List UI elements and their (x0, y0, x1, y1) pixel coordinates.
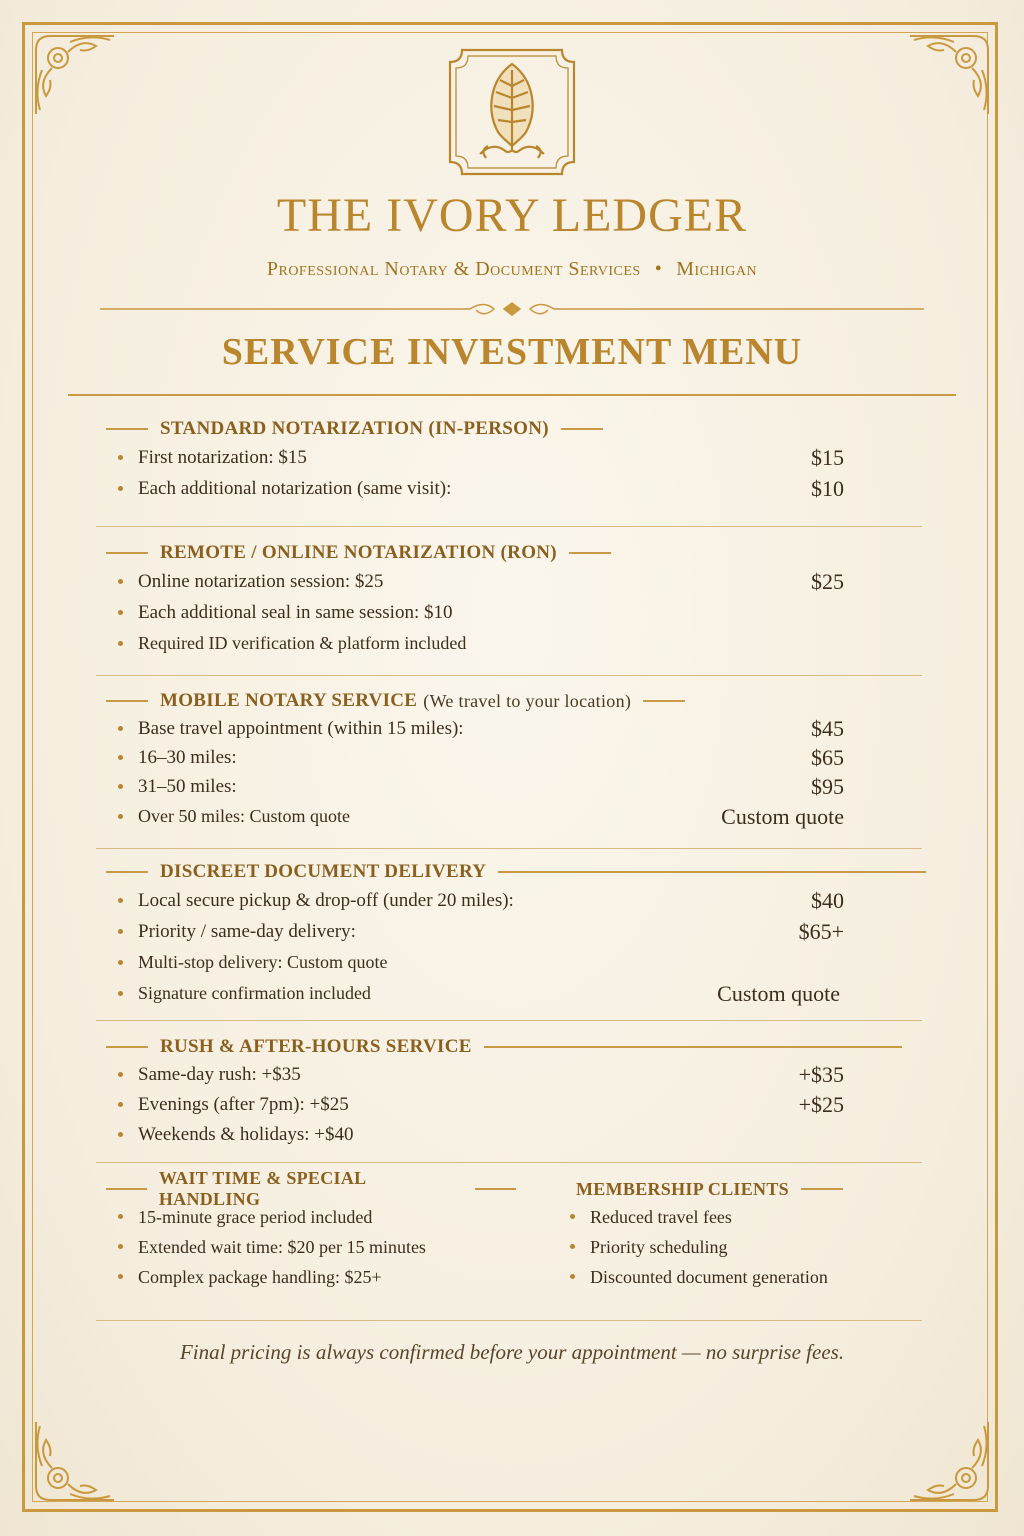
service-label: Extended wait time: $20 per 15 minutes (138, 1236, 426, 1257)
tagline-services: Professional Notary & Document Services (266, 258, 641, 280)
section-divider (96, 526, 922, 527)
section-membership (576, 1176, 896, 1292)
section-remote-notarization (96, 540, 926, 659)
service-label: Signature confirmation included (138, 983, 371, 1003)
divider-flourish-icon (100, 298, 924, 320)
service-label: Discounted document generation (590, 1266, 828, 1287)
header-dash (475, 1188, 516, 1190)
service-price: +$25 (798, 1092, 844, 1117)
price-row (96, 1120, 926, 1150)
price-row (96, 916, 926, 947)
price-row (96, 597, 926, 628)
corner-ornament-icon (904, 30, 994, 120)
section-mobile-notary (96, 688, 926, 832)
corner-ornament-icon (30, 1416, 120, 1506)
section-document-delivery (96, 859, 926, 1009)
tagline-location: Michigan (676, 258, 758, 280)
header-dash (106, 700, 148, 702)
header-dash (569, 552, 611, 554)
price-row (96, 743, 926, 772)
service-label: Evenings (after 7pm): +$25 (138, 1094, 349, 1115)
section-header (96, 1034, 926, 1060)
service-label: Each additional seal in same session: $10 (138, 601, 453, 623)
service-price: +$35 (798, 1062, 844, 1087)
section-header (96, 416, 926, 442)
list-item (96, 1262, 516, 1292)
service-label: Online notarization session: $25 (138, 570, 384, 592)
service-price: $95 (811, 773, 844, 799)
service-price: $65+ (798, 918, 844, 944)
list-item (576, 1202, 896, 1232)
section-header (96, 540, 926, 566)
price-row (96, 714, 926, 743)
section-divider (96, 675, 922, 676)
header-dash (106, 871, 148, 873)
business-name: THE IVORY LEDGER (276, 189, 748, 242)
section-title: REMOTE / ONLINE NOTARIZATION (RON) (160, 542, 557, 563)
section-header (96, 1168, 516, 1209)
footer-note: Final pricing is always confirmed before your appointment — no surprise fees. (179, 1340, 845, 1364)
price-row (96, 801, 926, 832)
tagline (0, 258, 1024, 281)
section-header (576, 1176, 896, 1202)
service-price: $25 (811, 568, 844, 594)
service-label: Priority / same-day delivery: (138, 920, 356, 942)
service-price: $40 (811, 887, 844, 913)
section-header (96, 859, 926, 885)
service-label: Multi-stop delivery: Custom quote (138, 952, 388, 972)
section-title: MEMBERSHIP CLIENTS (576, 1178, 789, 1199)
title-divider (68, 394, 956, 396)
section-wait-time (96, 1168, 516, 1292)
section-header (96, 688, 926, 714)
price-row (96, 1060, 926, 1090)
list-item (576, 1232, 896, 1262)
section-title: STANDARD NOTARIZATION (IN-PERSON) (160, 418, 549, 439)
service-price: Custom quote (717, 980, 840, 1006)
price-row (96, 947, 926, 978)
section-divider (96, 1162, 922, 1163)
section-note: (We travel to your location) (423, 690, 632, 711)
service-label: 15-minute grace period included (138, 1206, 373, 1227)
corner-ornament-icon (30, 30, 120, 120)
service-price: $15 (811, 444, 844, 470)
service-label: Each additional notarization (same visit): (138, 477, 452, 499)
service-label: Base travel appointment (within 15 miles): (138, 717, 464, 739)
service-price: $10 (811, 475, 844, 501)
price-row (96, 628, 926, 659)
header-dash (643, 700, 685, 702)
section-title: WAIT TIME & SPECIAL HANDLING (158, 1168, 366, 1209)
section-divider (96, 1320, 922, 1321)
header-line (498, 871, 926, 873)
price-row (96, 566, 926, 597)
header-dash (106, 1046, 148, 1048)
tagline-separator: • (654, 258, 663, 280)
header-dash (106, 552, 148, 554)
price-row (96, 978, 926, 1009)
service-price: $45 (811, 715, 844, 741)
header-dash (106, 1188, 147, 1190)
leaf-crest-icon (446, 46, 578, 178)
section-divider (96, 1020, 922, 1021)
service-label: Over 50 miles: Custom quote (138, 806, 350, 826)
section-divider (96, 848, 922, 849)
header-dash (561, 428, 603, 430)
service-label: Same-day rush: +$35 (138, 1064, 301, 1085)
section-title: MOBILE NOTARY SERVICE (160, 690, 418, 711)
header-line (484, 1046, 902, 1048)
price-row (96, 1090, 926, 1120)
service-label: 16–30 miles: (138, 746, 237, 768)
price-row (96, 442, 926, 473)
section-title: RUSH & AFTER-HOURS SERVICE (160, 1036, 472, 1057)
price-row (96, 885, 926, 916)
service-label: Local secure pickup & drop-off (under 20 miles): (138, 889, 514, 911)
service-label: Reduced travel fees (590, 1206, 732, 1227)
header-dash (106, 428, 148, 430)
corner-ornament-icon (904, 1416, 994, 1506)
section-standard-notarization (96, 416, 926, 504)
list-item (96, 1232, 516, 1262)
price-row (96, 473, 926, 504)
section-title: DISCREET DOCUMENT DELIVERY (160, 861, 487, 882)
service-label: Priority scheduling (590, 1236, 728, 1257)
section-rush-after-hours (96, 1034, 926, 1150)
price-row (96, 772, 926, 801)
service-price: Custom quote (721, 803, 844, 829)
service-price: $65 (811, 744, 844, 770)
menu-title: SERVICE INVESTMENT MENU (221, 331, 803, 373)
service-label: Complex package handling: $25+ (138, 1266, 382, 1287)
service-label: Required ID verification & platform included (138, 633, 467, 653)
service-label: Weekends & holidays: +$40 (138, 1124, 354, 1145)
header-dash (801, 1188, 843, 1190)
list-item (576, 1262, 896, 1292)
service-label: First notarization: $15 (138, 446, 307, 468)
service-label: 31–50 miles: (138, 775, 237, 797)
